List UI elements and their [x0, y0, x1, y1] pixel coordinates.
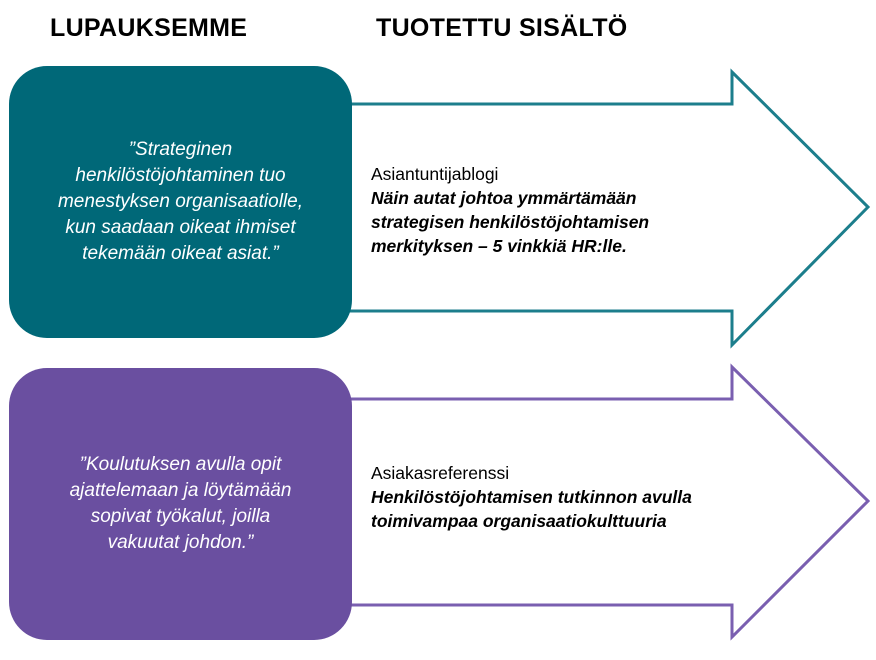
promise-box-1 [9, 66, 352, 338]
promise-box-2 [9, 368, 352, 640]
content-title-2[interactable]: Henkilöstöjohtamisen tutkinnon avulla toimivampaa organisaatiokulttuuria [371, 487, 692, 531]
promise-quote-1: ”Strateginen henkilöstöjohtaminen tuo menestyksen organisaatiolle, kun saadaan oikeat ihmiset tekemään oikeat asiat.” [57, 139, 304, 264]
content-item-1 [371, 162, 649, 258]
promise-quote-2: ”Koulutuksen avulla opit ajattelemaan ja löytämään sopivat työkalut, joilla vakuutat johdon.” [69, 454, 292, 553]
promises-heading: LUPAUKSEMME [50, 14, 248, 42]
produced-content-heading: TUOTETTU SISÄLTÖ [376, 14, 628, 42]
content-item-2 [371, 461, 692, 533]
content-type-1: Asiantuntijablogi [371, 164, 499, 184]
content-type-2: Asiakasreferenssi [371, 463, 510, 483]
content-title-1[interactable]: Näin autat johtoa ymmärtämään strategisen henkilöstöjohtamisen merkityksen – 5 vinkkiä HR:lle. [371, 188, 650, 256]
